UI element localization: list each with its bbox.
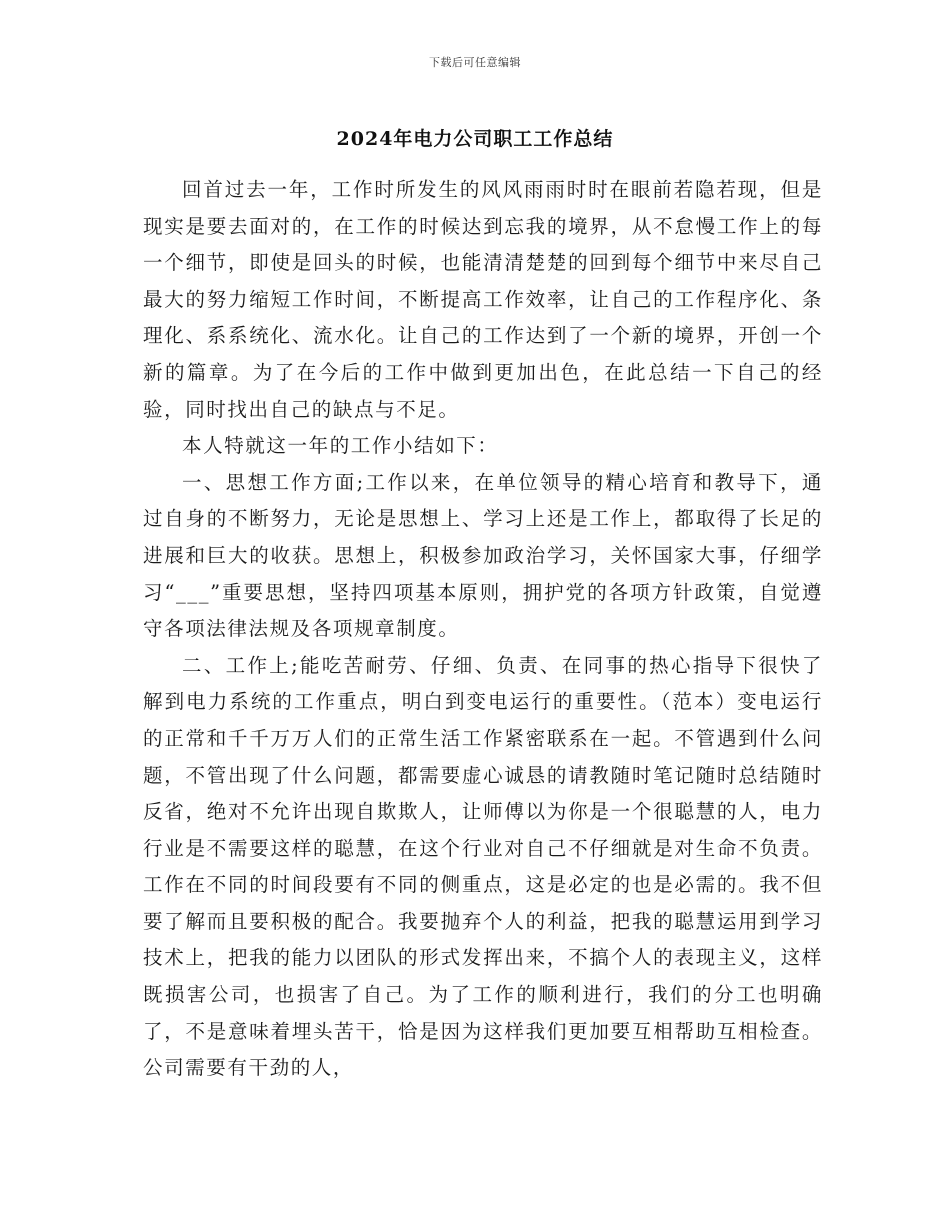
document-title: 2024年电力公司职工工作总结 — [336, 128, 614, 150]
header-note: 下载后可任意编辑 — [429, 56, 521, 69]
paragraph-section-work: 二、工作上;能吃苦耐劳、仔细、负责、在同事的热心指导下很快了解到电力系统的工作重点，明白到变电运行的重要性。（范本）变电运行的正常和千千万万人们的正常生活工作紧密联系在一起。不管遇到什么问题，不管出现了什么问题，都需要虚心诚恳的请教随时笔记随时总结随时反省，绝对不允许出现自欺欺人，让师傅以为你是一个很聪慧的人，电力行业是不需要这样的聪慧，在这个行业对自己不仔细就是对生命不负责。工作在不同的时间段要有不同的侧重点，这是必定的也是必需的。我不但要了解而且要积极的配合。我要抛弃个人的利益，把我的聪慧运用到学习技术上，把我的能力以团队的形式发挥出来，不搞个人的表现主义，这样既损害公司，也损害了自己。为了工作的顺利进行，我们的分工也明确了，不是意味着埋头苦干，恰是因为这样我们更加要互相帮助互相检查。公司需要有干劲的人， — [143, 653, 823, 1080]
paragraph-intro: 回首过去一年，工作时所发生的风风雨雨时时在眼前若隐若现，但是现实是要去面对的，在工作的时候达到忘我的境界，从不怠慢工作上的每一个细节，即使是回头的时候，也能清清楚楚的回到每个细节中来尽自己最大的努力缩短工作时间，不断提高工作效率，让自己的工作程序化、条理化、系系统化、流水化。让自己的工作达到了一个新的境界，开创一个新的篇章。为了在今后的工作中做到更加出色，在此总结一下自己的经验，同时找出自己的缺点与不足。 — [143, 178, 823, 421]
document-body — [143, 172, 823, 1087]
paragraph-section-thought: 一、思想工作方面;工作以来，在单位领导的精心培育和教导下，通过自身的不断努力，无论是思想上、学习上还是工作上，都取得了长足的进展和巨大的收获。思想上，积极参加政治学习，关怀国家大事，仔细学习“___”重要思想，坚持四项基本原则，拥护党的各项方针政策，自觉遵守各项法律法规及各项规章制度。 — [143, 470, 823, 641]
paragraph-summary-lead: 本人特就这一年的工作小结如下： — [182, 434, 499, 458]
